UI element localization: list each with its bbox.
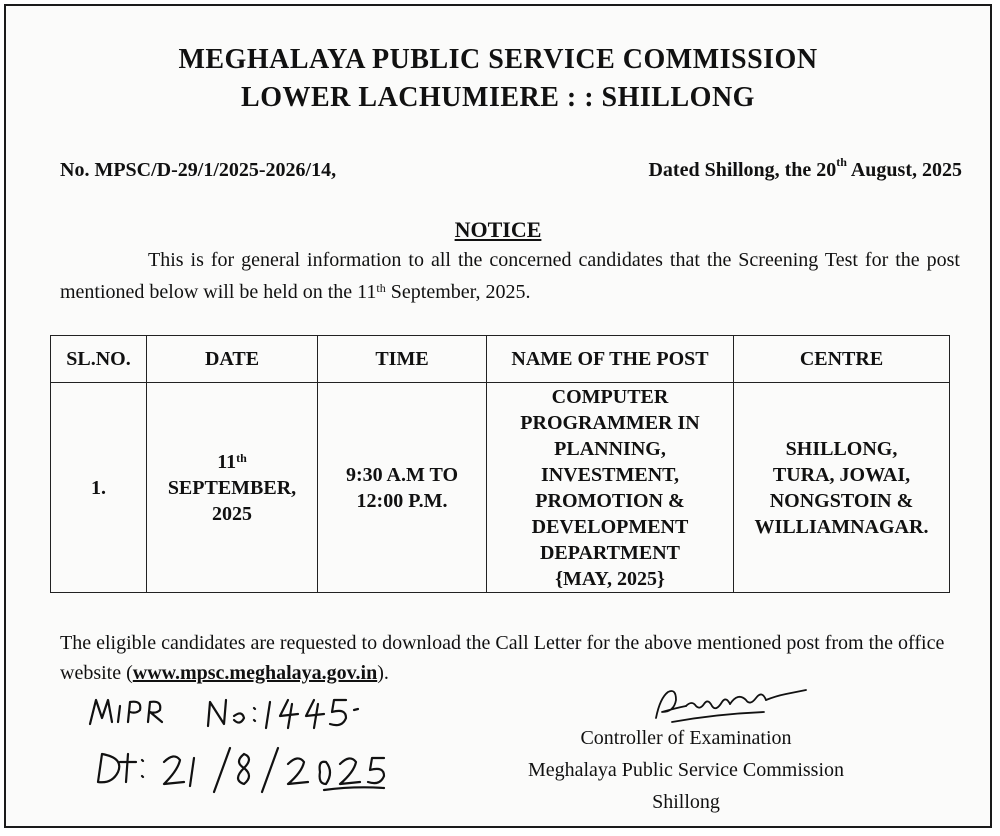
notice-paragraph: This is for general information to all the concerned candidates that the Screening Test for the post mentioned below will be held on the 11th September, 2025.: [60, 249, 960, 303]
website-link[interactable]: www.mpsc.meghalaya.gov.in: [132, 662, 378, 684]
table-header-row: [51, 336, 950, 383]
footer-paragraph: The eligible candidates are requested to download the Call Letter for the above mentioned post from the office website (www.mpsc.meghalaya.gov.in).: [60, 632, 945, 684]
cell-date: 11th SEPTEMBER, 2025: [147, 383, 318, 593]
header-sl-no: SL.NO.: [51, 336, 147, 383]
issue-date: Dated Shillong, the 20th August, 2025: [648, 155, 962, 181]
header-centre: CENTRE: [734, 336, 950, 383]
header-time: TIME: [318, 336, 487, 383]
header-post-name: NAME OF THE POST: [487, 336, 734, 383]
signatory-location: Shillong: [652, 791, 720, 813]
cell-centre: SHILLONG, TURA, JOWAI, NONGSTOIN & WILLIAMNAGAR.: [734, 383, 950, 593]
commission-address: LOWER LACHUMIERE : : SHILLONG: [241, 82, 755, 113]
notice-title: NOTICE: [454, 217, 542, 242]
cell-time: 9:30 A.M TO 12:00 P.M.: [318, 383, 487, 593]
signature-block: [496, 722, 876, 818]
schedule-table: [50, 335, 950, 593]
signatory-organisation: Meghalaya Public Service Commission: [527, 759, 845, 781]
handwritten-mipr-note: [84, 692, 414, 802]
header-date: DATE: [147, 336, 318, 383]
cell-sl-no: 1.: [51, 383, 147, 593]
cell-post-name: COMPUTER PROGRAMMER IN PLANNING, INVESTMENT, PROMOTION & DEVELOPMENT DEPARTMENT {MAY, 2025}: [487, 383, 734, 593]
notice-page: [4, 4, 992, 828]
table-row: [51, 383, 950, 593]
reference-number: No. MPSC/D-29/1/2025-2026/14,: [60, 159, 337, 181]
signatory-designation: Controller of Examination: [580, 727, 792, 749]
commission-name: MEGHALAYA PUBLIC SERVICE COMMISSION: [178, 44, 818, 75]
